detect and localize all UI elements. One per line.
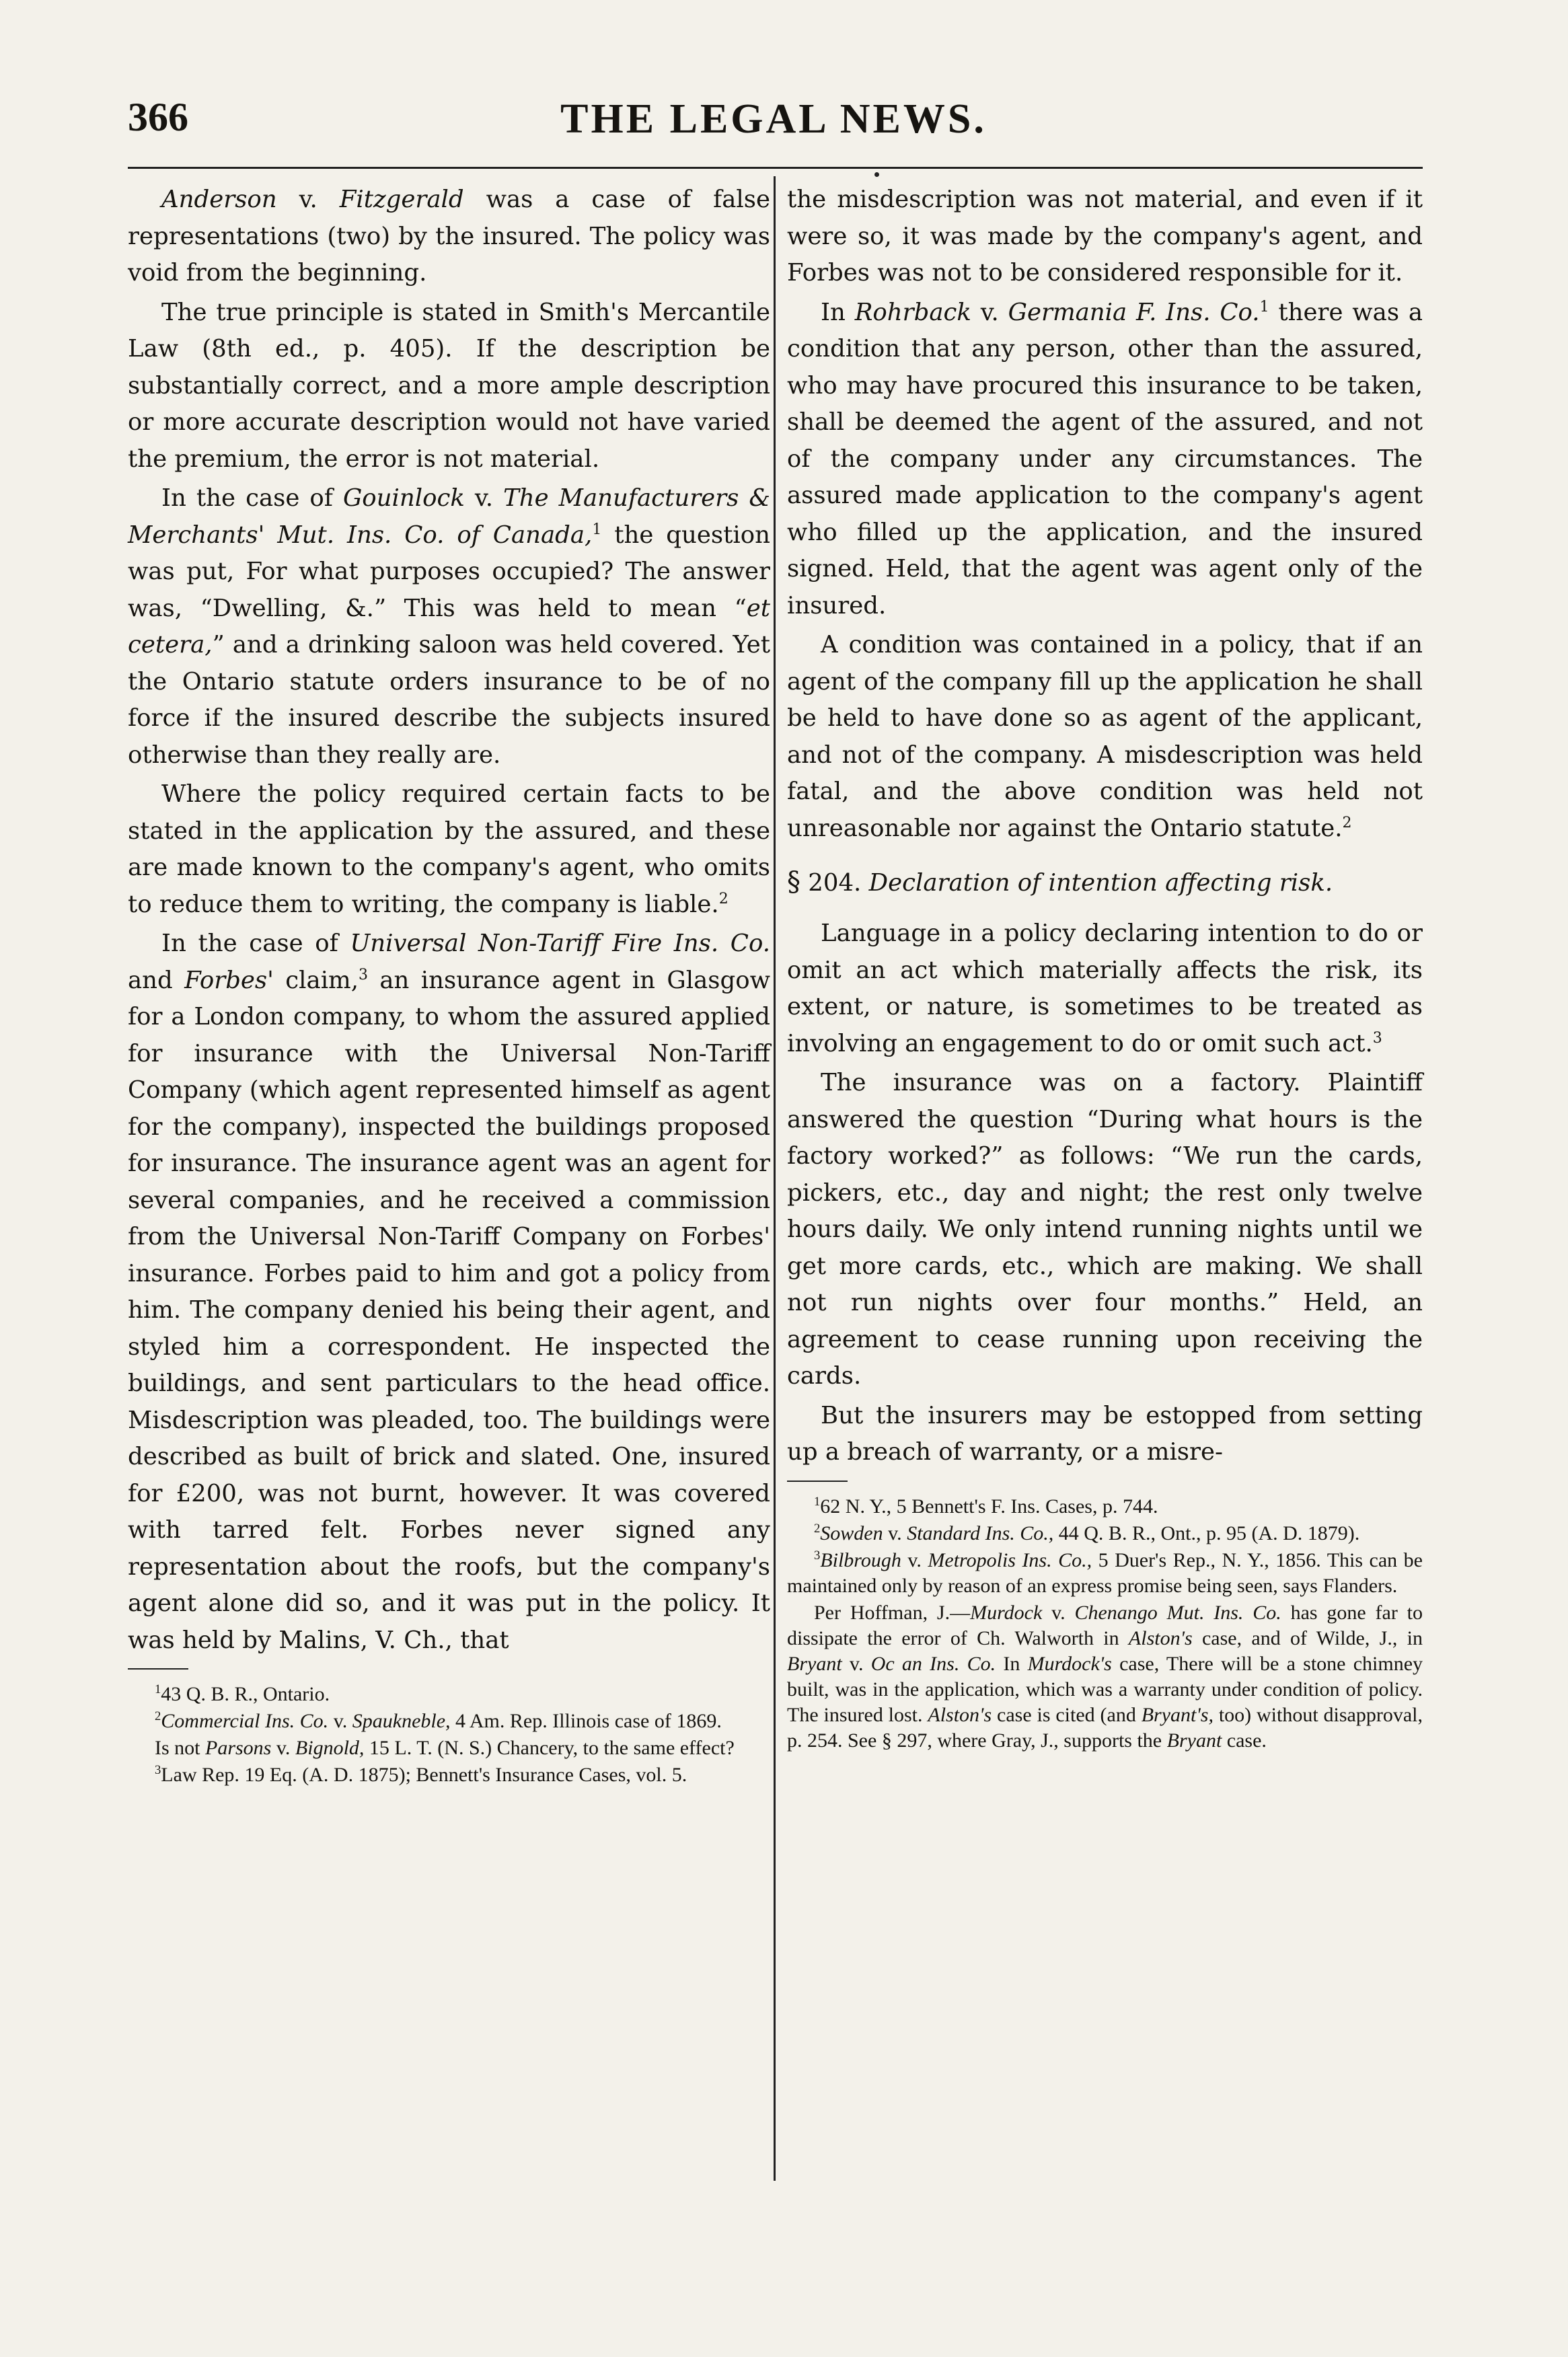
right-paragraph xyxy=(787,915,1423,1062)
left-paragraph xyxy=(128,926,770,1659)
footnote xyxy=(128,1682,770,1707)
case-name: Forbes' xyxy=(184,966,274,994)
page-header xyxy=(128,94,1419,148)
paragraph-text: In the case of xyxy=(161,930,350,957)
case-name: Bryant's, xyxy=(1141,1703,1214,1726)
footnote-text: case, There will be a stone chimney built, was in the application, which was a warranty under condition of policy. The insured lost. xyxy=(787,1652,1423,1726)
left-paragraph xyxy=(128,776,770,923)
case-name: Bignold, xyxy=(295,1737,365,1759)
footnote-text: 4 Am. Rep. Illinois case of 1869. xyxy=(450,1710,722,1732)
left-column xyxy=(128,182,770,1788)
versus: v. xyxy=(328,1710,352,1732)
footnote-rule xyxy=(128,1668,188,1670)
paragraph-text: In xyxy=(821,298,855,326)
running-title: THE LEGAL NEWS. xyxy=(560,96,987,142)
ink-speck xyxy=(874,172,879,177)
versus: v. xyxy=(901,1548,928,1571)
section-mark: § xyxy=(787,866,800,897)
case-name: Bilbrough xyxy=(820,1548,901,1571)
case-name: Chenango Mut. Ins. Co. xyxy=(1074,1601,1281,1624)
paragraph-text: Language in a policy declaring intention to do or omit an act which materially affects the risk, its extent, or nature, is sometimes to be treated as involving an engagement to do or omit such act. xyxy=(787,920,1423,1057)
footnote-text: has gone far to dissipate the error of Ch. Walworth in xyxy=(787,1601,1423,1649)
footnote-text: case. xyxy=(1222,1729,1267,1752)
page-number: 366 xyxy=(128,95,188,139)
case-name: The Manufacturers & Merchants' Mut. Ins. Co. of Canada, xyxy=(128,484,770,549)
paragraph-text: an insurance agent in Glasgow for a London company, to whom the assured applied for insurance with the Universal Non-Tariff Company (which agent represented himself as agent for the company), inspected the buildings proposed for insurance. The insurance agent was an agent for several companies, and he received a commission from the Universal Non-Tariff Company on Forbes' insurance. Forbes paid to him and got a policy from him. The company denied his being their agent, and styled him a correspondent. He inspected the buildings, and sent particulars to the head office. Misdescription was pleaded, too. The buildings were described as built of brick and slated. One, insured for £200, was not burnt, however. It was covered with tarred felt. Forbes never signed any representation about the roofs, but the company's agent alone did so, and it was put in the policy. It was held by Malins, V. Ch., that xyxy=(128,966,770,1654)
case-name: Standard Ins. Co., xyxy=(907,1522,1054,1544)
case-name: Gouinlock xyxy=(342,484,465,512)
case-name: Murdock xyxy=(970,1601,1043,1624)
footnote-text: Law Rep. 19 Eq. (A. D. 1875); Bennett's Insurance Cases, vol. 5. xyxy=(161,1764,687,1786)
left-paragraph xyxy=(128,182,770,292)
case-name: Alston's xyxy=(1128,1626,1193,1649)
paragraph-text: and xyxy=(128,966,185,994)
footnote-text: case is cited (and xyxy=(992,1703,1142,1726)
right-paragraph: But the insurers may be estopped from setting up a breach of warranty, or a misre- xyxy=(787,1401,1423,1466)
footnote xyxy=(787,1521,1423,1546)
footnote xyxy=(128,1762,770,1788)
case-name: Metropolis Ins. Co., xyxy=(928,1548,1092,1571)
paragraph-text: claim, xyxy=(273,966,359,994)
footnote-ref: 3 xyxy=(1372,1029,1382,1047)
footnote-text: 43 Q. B. R., Ontario. xyxy=(161,1683,330,1705)
left-body xyxy=(128,182,770,1659)
footnote-ref: 2 xyxy=(718,890,729,907)
footnote-ref: 3 xyxy=(359,966,368,983)
footnote-number: 1 xyxy=(814,1494,821,1509)
footnote-ref: 2 xyxy=(1342,814,1352,831)
footnote-ref: 1 xyxy=(592,521,602,538)
paragraph-text: Where the policy required certain facts to be stated in the application by the assured, and these are made known to the company's agent, who omits to reduce them to writing, the company is liable. xyxy=(128,780,770,918)
paragraph-text: A condition was contained in a policy, that if an agent of the company fill up the application he shall be held to have done so as agent of the applicant, and not of the company. A misdescription was held fatal, and the above condition was held not unreasonable nor against the Ontario statute. xyxy=(787,631,1423,842)
paragraph-text: In the case of xyxy=(161,484,343,512)
versus: v. xyxy=(299,186,318,213)
case-name: Bryant xyxy=(1166,1729,1222,1752)
right-paragraph xyxy=(787,627,1423,847)
case-name: Commercial Ins. Co. xyxy=(161,1710,329,1732)
footnote-ref: 1 xyxy=(1259,298,1269,315)
left-paragraph xyxy=(128,480,770,774)
versus: v. xyxy=(842,1652,871,1675)
right-paragraph xyxy=(787,295,1423,625)
case-name: Rohrback xyxy=(854,298,971,326)
versus: v. xyxy=(883,1522,907,1544)
right-column xyxy=(787,182,1423,1754)
footnote xyxy=(787,1600,1423,1754)
footnote-rule xyxy=(787,1481,848,1482)
right-paragraph: The insurance was on a factory. Plaintiff answered the question “During what hours is the factory worked?” as follows: “We run the cards, pickers, etc., day and night; the rest only twelve hours daily. We only intend running nights until we get more cards, etc., which are making. We shall not run nights over four months.” Held, an agreement to cease running upon receiving the cards. xyxy=(787,1069,1423,1390)
versus: v. xyxy=(464,484,504,512)
case-name: Germania F. Ins. Co. xyxy=(1008,298,1260,326)
versus: v. xyxy=(971,298,1008,326)
column-divider xyxy=(774,176,776,2181)
case-name: Oc an Ins. Co. xyxy=(870,1652,996,1675)
right-footnotes xyxy=(787,1494,1423,1754)
footnote-number: 3 xyxy=(814,1548,821,1563)
section-title: Declaration of intention affecting risk. xyxy=(868,869,1333,897)
case-name: Universal Non-Tariff Fire Ins. Co. xyxy=(350,930,771,957)
footnote-text: In xyxy=(996,1652,1028,1675)
section-heading xyxy=(787,864,1423,901)
case-name: Fitzgerald xyxy=(339,186,464,213)
paragraph-text: there was a condition that any person, other than the assured, who may have procured this insurance to be taken, shall be deemed the agent of the assured, and not of the company under any circumstances. The assured made application to the company's agent who filled up the application, and the insured signed. Held, that the agent was agent only of the insured. xyxy=(787,298,1423,620)
right-body xyxy=(787,182,1423,1471)
case-name: Spaukneble, xyxy=(352,1710,451,1732)
paragraph-text: the question was put, For what purposes occupied? The answer was, “Dwelling, &.” This was held to mean “ xyxy=(128,521,770,622)
footnote-text: 15 L. T. (N. S.) Chancery, to the same effect? xyxy=(364,1737,735,1759)
case-name: Bryant xyxy=(787,1652,842,1675)
footnote xyxy=(787,1548,1423,1599)
footnote-text: 44 Q. B. R., Ont., p. 95 (A. D. 1879). xyxy=(1053,1522,1360,1544)
left-footnotes xyxy=(128,1682,770,1788)
footnote-text: case, and of Wilde, J., in xyxy=(1192,1626,1423,1649)
paragraph-text: ” and a drinking saloon was held covered. Yet the Ontario statute orders insurance to be of no force if the insured describe the subjects insured otherwise than they really are. xyxy=(128,631,770,769)
footnote-text: 5 Duer's Rep., N. Y., 1856. This can be maintained only by reason of an express promise being seen, says Flanders. xyxy=(787,1548,1423,1597)
footnote-text: Per Hoffman, J.— xyxy=(814,1601,971,1624)
case-name: Alston's xyxy=(928,1703,992,1726)
case-name: Parsons xyxy=(205,1737,272,1759)
versus: v. xyxy=(271,1737,295,1759)
footnote xyxy=(128,1735,770,1761)
footnote-number: 1 xyxy=(155,1682,161,1696)
paragraph-text: was a case of false representations (two) by the insured. The policy was void from the beginning. xyxy=(128,186,770,287)
footnote xyxy=(128,1709,770,1734)
case-name: Murdock's xyxy=(1027,1652,1112,1675)
footnote-number: 3 xyxy=(155,1763,161,1777)
header-rule xyxy=(128,167,1423,169)
footnote-text: 62 N. Y., 5 Bennett's F. Ins. Cases, p. 744. xyxy=(820,1495,1158,1518)
footnote-number: 2 xyxy=(814,1521,821,1536)
case-name: Anderson xyxy=(161,186,277,213)
versus: v. xyxy=(1042,1601,1075,1624)
footnote-text: Is not xyxy=(155,1737,205,1759)
italic-phrase: et cetera, xyxy=(128,594,770,659)
footnote-number: 2 xyxy=(155,1709,161,1723)
case-name: Sowden xyxy=(820,1522,883,1544)
footnote-text: too) without disapproval, p. 254. See § 297, where Gray, J., supports the xyxy=(787,1703,1423,1752)
left-paragraph: The true principle is stated in Smith's Mercantile Law (8th ed., p. 405). If the description be substantially correct, and a more ample description or more accurate description would not have varied the premium, the error is not material. xyxy=(128,298,770,473)
section-number: 204. xyxy=(808,869,862,897)
footnote xyxy=(787,1494,1423,1520)
right-paragraph: the misdescription was not material, and even if it were so, it was made by the company's agent, and Forbes was not to be considered responsible for it. xyxy=(787,186,1423,287)
